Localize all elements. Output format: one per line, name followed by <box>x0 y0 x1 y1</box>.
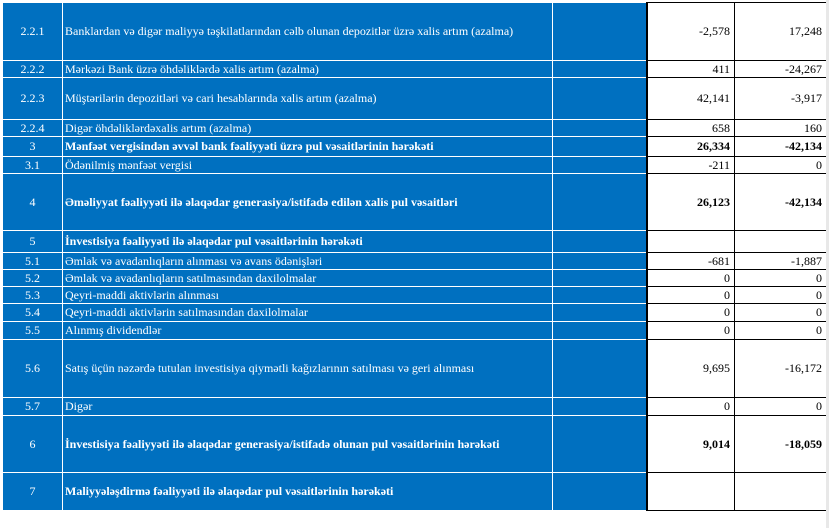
row-number-cell: 5.5 <box>3 322 63 340</box>
value-current-period-cell <box>647 473 735 511</box>
table-row <box>3 398 827 416</box>
table-row <box>3 304 827 322</box>
value-current-period-cell: 26,334 <box>647 137 735 157</box>
table-row <box>3 157 827 174</box>
row-spacer-cell <box>553 174 647 231</box>
table-row <box>3 120 827 137</box>
table-row <box>3 473 827 511</box>
row-spacer-cell <box>553 416 647 473</box>
row-number-cell: 5.6 <box>3 340 63 398</box>
table-row <box>3 322 827 340</box>
row-number-cell: 5.3 <box>3 287 63 304</box>
row-number-cell: 2.2.2 <box>3 61 63 78</box>
table-row <box>3 340 827 398</box>
value-current-period-cell <box>647 231 735 253</box>
row-description-cell: Mənfəət vergisindən əvvəl bank fəaliyyəti üzrə pul vəsaitlərinin hərəkəti <box>63 137 553 157</box>
table-row <box>3 78 827 120</box>
row-description-cell: Alınmış dividendlər <box>63 322 553 340</box>
row-number-cell: 6 <box>3 416 63 473</box>
row-description-cell: Satış üçün nəzərdə tutulan investisiya qiymətli kağızlarının satılması və geri alınması <box>63 340 553 398</box>
value-current-period-cell: 0 <box>647 270 735 287</box>
row-number-cell: 2.2.3 <box>3 78 63 120</box>
row-spacer-cell <box>553 253 647 270</box>
value-prior-period-cell <box>735 473 827 511</box>
value-prior-period-cell: 0 <box>735 304 827 322</box>
row-description-cell: İnvestisiya fəaliyyəti ilə əlaqədar pul vəsaitlərinin hərəkəti <box>63 231 553 253</box>
value-prior-period-cell: -18,059 <box>735 416 827 473</box>
table-body <box>3 3 827 511</box>
row-description-cell: Banklardan və digər maliyyə təşkilatlarından cəlb olunan depozitlər üzrə xalis artım (azalma) <box>63 3 553 61</box>
value-prior-period-cell: 0 <box>735 270 827 287</box>
row-spacer-cell <box>553 473 647 511</box>
row-description-cell: Digər öhdəliklərdəxalis artım (azalma) <box>63 120 553 137</box>
row-description-cell: Maliyyələşdirmə fəaliyyəti ilə əlaqədar pul vəsaitlərinin hərəkəti <box>63 473 553 511</box>
value-prior-period-cell: 17,248 <box>735 3 827 61</box>
value-prior-period-cell: 0 <box>735 322 827 340</box>
value-prior-period-cell: 160 <box>735 120 827 137</box>
row-spacer-cell <box>553 270 647 287</box>
row-description-cell: Mərkəzi Bank üzrə öhdəliklərdə xalis artım (azalma) <box>63 61 553 78</box>
value-prior-period-cell: -3,917 <box>735 78 827 120</box>
row-number-cell: 5.4 <box>3 304 63 322</box>
table-row <box>3 61 827 78</box>
row-spacer-cell <box>553 322 647 340</box>
row-description-cell: Qeyri-maddi aktivlərin satılmasından daxilolmalar <box>63 304 553 322</box>
table-row <box>3 287 827 304</box>
row-spacer-cell <box>553 231 647 253</box>
row-number-cell: 2.2.4 <box>3 120 63 137</box>
value-prior-period-cell: 0 <box>735 157 827 174</box>
cash-flow-table <box>2 2 827 511</box>
row-spacer-cell <box>553 340 647 398</box>
value-prior-period-cell <box>735 231 827 253</box>
row-description-cell: Əmlak və avadanlıqların alınması və avans ödənişləri <box>63 253 553 270</box>
row-spacer-cell <box>553 61 647 78</box>
value-prior-period-cell: 0 <box>735 398 827 416</box>
value-current-period-cell: 0 <box>647 322 735 340</box>
table-row <box>3 416 827 473</box>
table-row <box>3 3 827 61</box>
row-description-cell: Qeyri-maddi aktivlərin alınması <box>63 287 553 304</box>
row-spacer-cell <box>553 287 647 304</box>
row-spacer-cell <box>553 398 647 416</box>
value-prior-period-cell: -1,887 <box>735 253 827 270</box>
row-description-cell: Digər <box>63 398 553 416</box>
row-spacer-cell <box>553 304 647 322</box>
value-current-period-cell: 658 <box>647 120 735 137</box>
table-row <box>3 174 827 231</box>
value-current-period-cell: 42,141 <box>647 78 735 120</box>
value-prior-period-cell: -16,172 <box>735 340 827 398</box>
value-prior-period-cell: -42,134 <box>735 137 827 157</box>
row-number-cell: 7 <box>3 473 63 511</box>
row-description-cell: Əməliyyat fəaliyyəti ilə əlaqədar generasiya/istifadə edilən xalis pul vəsaitləri <box>63 174 553 231</box>
value-current-period-cell: 411 <box>647 61 735 78</box>
value-current-period-cell: 9,695 <box>647 340 735 398</box>
row-number-cell: 3 <box>3 137 63 157</box>
table-row <box>3 137 827 157</box>
row-spacer-cell <box>553 3 647 61</box>
table-row <box>3 231 827 253</box>
row-number-cell: 3.1 <box>3 157 63 174</box>
value-current-period-cell: -2,578 <box>647 3 735 61</box>
value-prior-period-cell: -24,267 <box>735 61 827 78</box>
row-description-cell: Ödənilmiş mənfəət vergisi <box>63 157 553 174</box>
value-current-period-cell: -681 <box>647 253 735 270</box>
table-row <box>3 253 827 270</box>
row-spacer-cell <box>553 137 647 157</box>
table-row <box>3 270 827 287</box>
row-number-cell: 5.1 <box>3 253 63 270</box>
row-number-cell: 5.7 <box>3 398 63 416</box>
row-number-cell: 4 <box>3 174 63 231</box>
row-description-cell: Müştərilərin depozitləri və cari hesablarında xalis artım (azalma) <box>63 78 553 120</box>
value-prior-period-cell: 0 <box>735 287 827 304</box>
value-current-period-cell: 0 <box>647 287 735 304</box>
row-spacer-cell <box>553 78 647 120</box>
row-spacer-cell <box>553 120 647 137</box>
row-spacer-cell <box>553 157 647 174</box>
row-description-cell: İnvestisiya fəaliyyəti ilə əlaqədar generasiya/istifadə olunan pul vəsaitlərinin hərəkəti <box>63 416 553 473</box>
value-current-period-cell: 9,014 <box>647 416 735 473</box>
value-prior-period-cell: -42,134 <box>735 174 827 231</box>
value-current-period-cell: 26,123 <box>647 174 735 231</box>
row-number-cell: 2.2.1 <box>3 3 63 61</box>
value-current-period-cell: 0 <box>647 304 735 322</box>
row-number-cell: 5 <box>3 231 63 253</box>
value-current-period-cell: 0 <box>647 398 735 416</box>
row-description-cell: Əmlak və avadanlıqların satılmasından daxilolmalar <box>63 270 553 287</box>
value-current-period-cell: -211 <box>647 157 735 174</box>
row-number-cell: 5.2 <box>3 270 63 287</box>
